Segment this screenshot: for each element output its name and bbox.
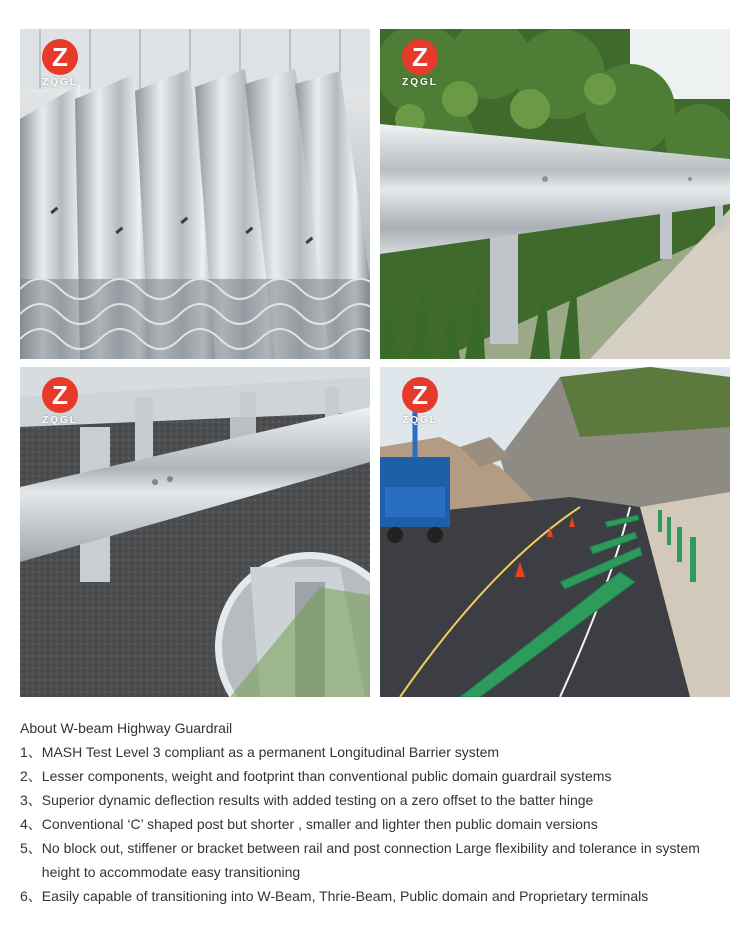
- stacked-w-beam-rails-photo: [20, 29, 370, 359]
- logo-mark: Z: [412, 380, 428, 410]
- item-text: Easily capable of transitioning into W-Beam, Thrie-Beam, Public domain and Proprietary terminals: [41, 888, 649, 904]
- section-title: About W-beam Highway Guardrail: [20, 720, 233, 736]
- logo-mark: Z: [52, 380, 68, 410]
- logo-text: ZQGL: [42, 77, 78, 88]
- zqgl-logo: [398, 377, 442, 431]
- product-description: [20, 716, 730, 908]
- zqgl-logo: [38, 377, 82, 431]
- logo-text: ZQGL: [402, 77, 438, 88]
- item-number: 4、: [20, 816, 42, 832]
- logo-mark: Z: [52, 42, 68, 72]
- list-item: [20, 812, 730, 836]
- item-text: No block out, stiffener or bracket between rail and post connection Large flexibility and tolerance in system height to accommodate easy transitioning: [41, 840, 700, 880]
- item-number: 5、: [20, 840, 42, 856]
- feature-list: [20, 740, 730, 908]
- guardrail-post-closeup-photo: [20, 367, 370, 697]
- item-number: 1、: [20, 744, 42, 760]
- item-number: 3、: [20, 792, 42, 808]
- item-number: 2、: [20, 768, 42, 784]
- list-item: [20, 836, 730, 884]
- item-text: MASH Test Level 3 compliant as a permanent Longitudinal Barrier system: [41, 744, 500, 760]
- zqgl-logo: [398, 39, 442, 93]
- logo-text: ZQGL: [402, 415, 438, 426]
- item-number: 6、: [20, 888, 42, 904]
- mountain-road-installation-photo: [380, 367, 730, 697]
- list-item: [20, 788, 730, 812]
- roadside-guardrail-photo: [380, 29, 730, 359]
- item-text: Lesser components, weight and footprint than conventional public domain guardrail systems: [41, 768, 612, 784]
- list-item: [20, 764, 730, 788]
- item-text: Conventional ‘C’ shaped post but shorter , smaller and lighter then public domain versions: [41, 816, 598, 832]
- logo-text: ZQGL: [42, 415, 78, 426]
- item-text: Superior dynamic deflection results with added testing on a zero offset to the batter hinge: [41, 792, 594, 808]
- list-item: [20, 884, 730, 908]
- logo-mark: Z: [412, 42, 428, 72]
- zqgl-logo: [38, 39, 82, 93]
- list-item: [20, 740, 730, 764]
